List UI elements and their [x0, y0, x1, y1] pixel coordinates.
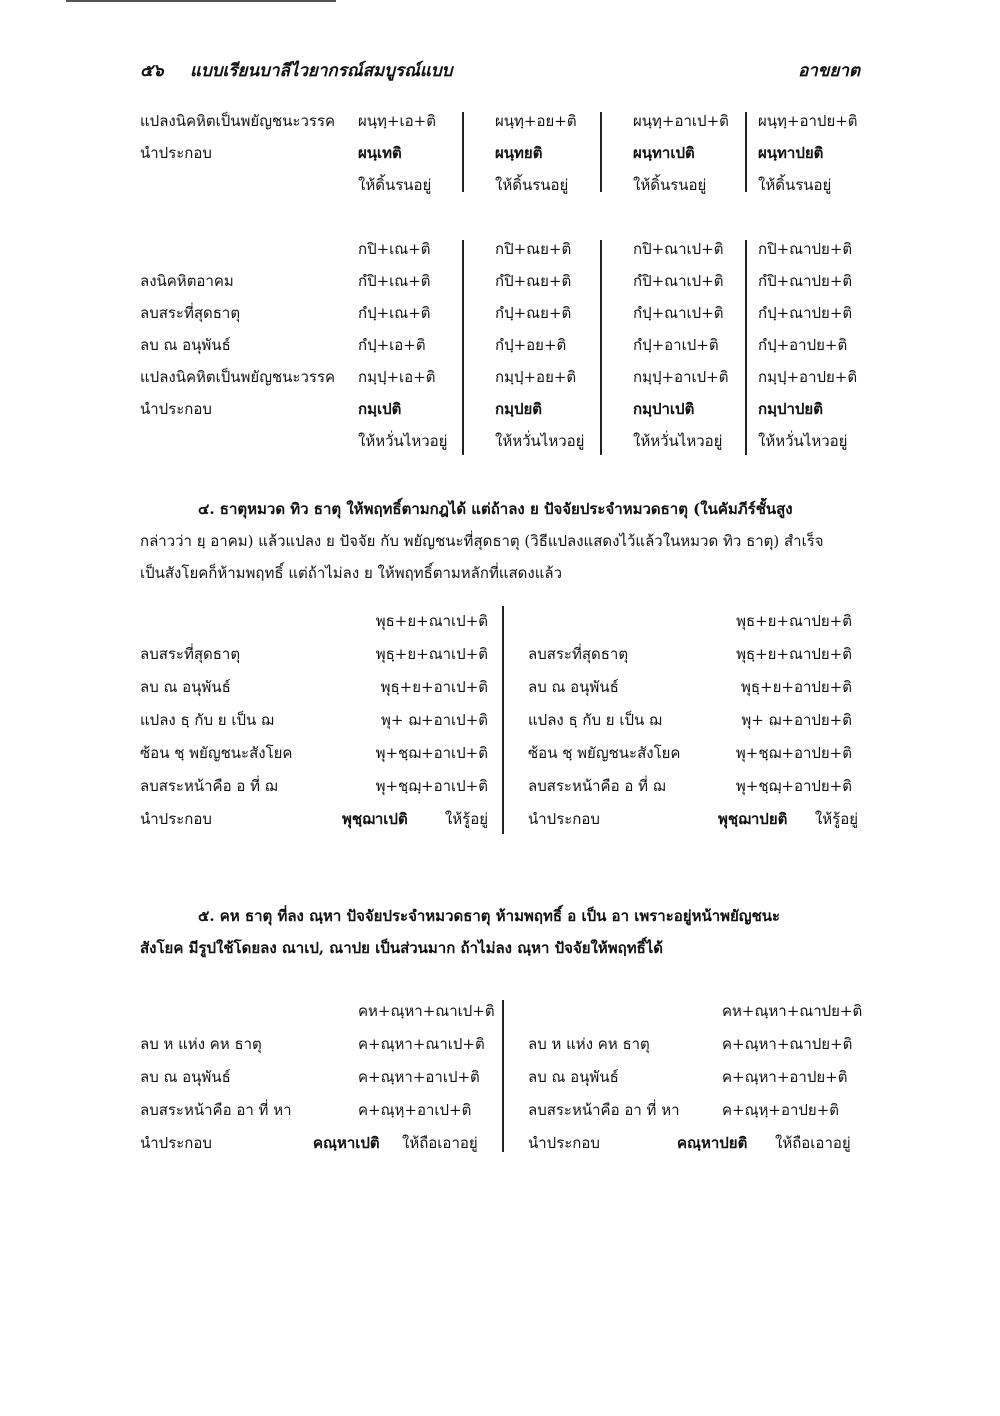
- step-value: พุธฺ+ย+อาเป+ติ: [380, 678, 488, 696]
- cell: กํปฺ+เณ+ติ: [358, 304, 431, 322]
- step-value: พุ+ชฺฌฺ+อาเป+ติ: [375, 777, 488, 795]
- result-word: คณฺหาปยติ: [677, 1134, 748, 1152]
- result-word: พุชฺฌาปยติ: [718, 810, 788, 828]
- base-form: พุธ+ย+ณาเป+ติ: [375, 612, 488, 630]
- book-title: แบบเรียนบาลีไวยากรณ์สมบูรณ์แบบ: [190, 61, 453, 81]
- step-label: ลบ ห แห่ง คห ธาตุ: [140, 1035, 262, 1053]
- cell: ผนฺทฺ+อย+ติ: [495, 112, 577, 130]
- step-label: นำประกอบ: [140, 400, 212, 418]
- cell: กปิ+ณย+ติ: [495, 240, 572, 258]
- column-divider: [745, 112, 747, 192]
- meaning: ให้รู้อยู่: [444, 810, 488, 828]
- paragraph-line: กล่าวว่า ยฺ อาคม) แล้วแปลง ย ปัจจัย กับ พยัญชนะที่สุดธาตุ (วิธีแปลงแสดงไว้แล้วในหมวด ทิว ธาตุ) สำเร็จ: [140, 532, 824, 550]
- step-label: ลบสระที่สุดธาตุ: [528, 645, 629, 663]
- step-label: นำประกอบ: [528, 1134, 600, 1152]
- step-label: นำประกอบ: [140, 144, 212, 162]
- cell: กํปฺ+อย+ติ: [495, 336, 567, 354]
- step-value: ค+ณฺหา+อาปย+ติ: [722, 1068, 848, 1086]
- section-title: อาขยาต: [798, 61, 860, 81]
- result-word: ผนฺทยติ: [495, 144, 543, 162]
- meaning: ให้หวั่นไหวอยู่: [358, 432, 448, 450]
- cell: กํปฺ+เอ+ติ: [358, 336, 426, 354]
- step-value: ค+ณฺหฺ+อาเป+ติ: [358, 1101, 472, 1119]
- cell: กํปฺ+ณาปย+ติ: [758, 304, 853, 322]
- step-label: ลบ ณ อนุพันธ์: [528, 1068, 619, 1086]
- step-value: พุธฺ+ย+ณาเป+ติ: [375, 645, 488, 663]
- step-value: พุ+ชฺฌ+อาปย+ติ: [735, 744, 852, 762]
- column-divider: [600, 112, 602, 192]
- cell: กปิ+เณ+ติ: [358, 240, 431, 258]
- result-word: กมฺเปติ: [358, 400, 402, 418]
- rule-paragraph-4: [140, 493, 860, 589]
- paragraph-line: ๕. คห ธาตุ ที่ลง ณฺหา ปัจจัยประจำหมวดธาตุ ห้ามพฤทธิ์ อ เป็น อา เพราะอยู่หน้าพยัญชนะ: [198, 907, 781, 925]
- step-label: ลบสระที่สุดธาตุ: [140, 304, 241, 322]
- page-number: ๕๖: [140, 61, 164, 81]
- step-value: พุ+ชฺฌฺ+อาปย+ติ: [735, 777, 852, 795]
- step-label: แปลงนิคหิตเป็นพยัญชนะวรรค: [140, 368, 336, 386]
- step-label: ลบ ณ อนุพันธ์: [528, 678, 619, 696]
- result-word: ผนฺทาปยติ: [758, 144, 824, 162]
- step-label: ลบสระหน้าคือ อา ที่ หา: [528, 1101, 680, 1119]
- paragraph-line: สังโยค มีรูปใช้โดยลง ณาเป, ณาปย เป็นส่วนมาก ถ้าไม่ลง ณฺหา ปัจจัยให้พฤทธิ์ได้: [140, 939, 664, 957]
- result-word: ผนฺทาเปติ: [633, 144, 695, 162]
- step-value: ค+ณฺหา+ณาปย+ติ: [722, 1035, 853, 1053]
- base-form: คห+ณฺหา+ณาปย+ติ: [722, 1002, 863, 1020]
- step-value: ค+ณฺหา+ณาเป+ติ: [358, 1035, 485, 1053]
- meaning: ให้ถือเอาอยู่: [775, 1134, 851, 1152]
- cell: ผนฺทฺ+เอ+ติ: [358, 112, 436, 130]
- cell: กํปิ+ณย+ติ: [495, 272, 572, 290]
- cell: กมฺปฺ+อาปย+ติ: [758, 368, 858, 386]
- meaning: ให้ถือเอาอยู่: [402, 1134, 478, 1152]
- step-label: ลบ ณ อนุพันธ์: [140, 1068, 231, 1086]
- cell: กํปฺ+อาเป+ติ: [633, 336, 719, 354]
- step-value: พุ+ ฌ+อาเป+ติ: [381, 711, 488, 729]
- meaning: ให้ดิ้นรนอยู่: [495, 176, 569, 194]
- step-label: นำประกอบ: [528, 810, 600, 828]
- result-word: พุชฺฌาเปติ: [342, 810, 408, 828]
- step-label: ลบ ห แห่ง คห ธาตุ: [528, 1035, 650, 1053]
- step-label: ลบสระหน้าคือ อ ที่ ฌ: [528, 777, 666, 795]
- step-label: แปลงนิคหิตเป็นพยัญชนะวรรค: [140, 112, 336, 130]
- step-label: ลบสระหน้าคือ อ ที่ ฌ: [140, 777, 278, 795]
- result-word: กมฺปาปยติ: [758, 400, 823, 418]
- cell: กํปฺ+ณย+ติ: [495, 304, 572, 322]
- meaning: ให้หวั่นไหวอยู่: [633, 432, 723, 450]
- step-label: แปลง ธฺ กับ ย เป็น ฌ: [140, 711, 274, 729]
- step-label: แปลง ธฺ กับ ย เป็น ฌ: [528, 711, 662, 729]
- step-value: ค+ณฺหา+อาเป+ติ: [358, 1068, 480, 1086]
- paragraph-line: ๔. ธาตุหมวด ทิว ธาตุ ให้พฤทธิ์ตามกฎได้ แต่ถ้าลง ย ปัจจัยประจำหมวดธาตุ (ในคัมภีร์ชั้นสูง: [198, 500, 793, 518]
- step-label: ลงนิคหิตอาคม: [140, 272, 234, 290]
- step-value: พุธฺ+ย+ณาปย+ติ: [736, 645, 852, 663]
- meaning: ให้ดิ้นรนอยู่: [358, 176, 432, 194]
- meaning: ให้ดิ้นรนอยู่: [758, 176, 832, 194]
- rule-paragraph-5: [140, 900, 860, 964]
- meaning: ให้หวั่นไหวอยู่: [758, 432, 848, 450]
- step-value: พุ+ชฺฌ+อาเป+ติ: [375, 744, 488, 762]
- cell: กมฺปฺ+อาเป+ติ: [633, 368, 729, 386]
- result-word: กมฺปยติ: [495, 400, 543, 418]
- step-label: นำประกอบ: [140, 810, 212, 828]
- cell: กปิ+ณาปย+ติ: [758, 240, 853, 258]
- cell: ผนฺทฺ+อาเป+ติ: [633, 112, 729, 130]
- meaning: ให้รู้อยู่: [814, 810, 858, 828]
- cell: กํปิ+ณาปย+ติ: [758, 272, 853, 290]
- step-label: ลบสระที่สุดธาตุ: [140, 645, 241, 663]
- top-rule: [66, 0, 336, 2]
- result-word: ผนฺเทติ: [358, 144, 402, 162]
- meaning: ให้หวั่นไหวอยู่: [495, 432, 585, 450]
- step-label: ลบ ณ อนุพันธ์: [140, 336, 231, 354]
- cell: กมฺปฺ+อย+ติ: [495, 368, 577, 386]
- step-label: ซ้อน ชฺ พยัญชนะสังโยค: [528, 744, 681, 762]
- column-divider: [745, 240, 747, 455]
- result-word: คณฺหาเปติ: [313, 1134, 380, 1152]
- cell: กํปฺ+อาปย+ติ: [758, 336, 848, 354]
- step-label: ซ้อน ชฺ พยัญชนะสังโยค: [140, 744, 293, 762]
- step-label: ลบสระหน้าคือ อา ที่ หา: [140, 1101, 292, 1119]
- column-divider: [600, 240, 602, 455]
- cell: กํปิ+ณาเป+ติ: [633, 272, 724, 290]
- base-form: พุธ+ย+ณาปย+ติ: [736, 612, 852, 630]
- meaning: ให้ดิ้นรนอยู่: [633, 176, 707, 194]
- base-form: คห+ณฺหา+ณาเป+ติ: [358, 1002, 495, 1020]
- cell: กํปิ+เณ+ติ: [358, 272, 431, 290]
- paragraph-line: เป็นสังโยคก็ห้ามพฤทธิ์ แต่ถ้าไม่ลง ย ให้พฤทธิ์ตามหลักที่แสดงแล้ว: [140, 564, 563, 582]
- cell: กปิ+ณาเป+ติ: [633, 240, 724, 258]
- cell: กมฺปฺ+เอ+ติ: [358, 368, 436, 386]
- step-value: พุ+ ฌ+อาปย+ติ: [741, 711, 852, 729]
- step-value: พุธฺ+ย+อาปย+ติ: [740, 678, 852, 696]
- step-label: นำประกอบ: [140, 1134, 212, 1152]
- step-label: ลบ ณ อนุพันธ์: [140, 678, 231, 696]
- cell: ผนฺทฺ+อาปย+ติ: [758, 112, 858, 130]
- column-divider: [462, 240, 464, 455]
- column-divider: [502, 1000, 504, 1152]
- result-word: กมฺปาเปติ: [633, 400, 695, 418]
- cell: กํปฺ+ณาเป+ติ: [633, 304, 724, 322]
- column-divider: [502, 606, 504, 834]
- column-divider: [462, 112, 464, 192]
- step-value: ค+ณฺหฺ+อาปย+ติ: [722, 1101, 840, 1119]
